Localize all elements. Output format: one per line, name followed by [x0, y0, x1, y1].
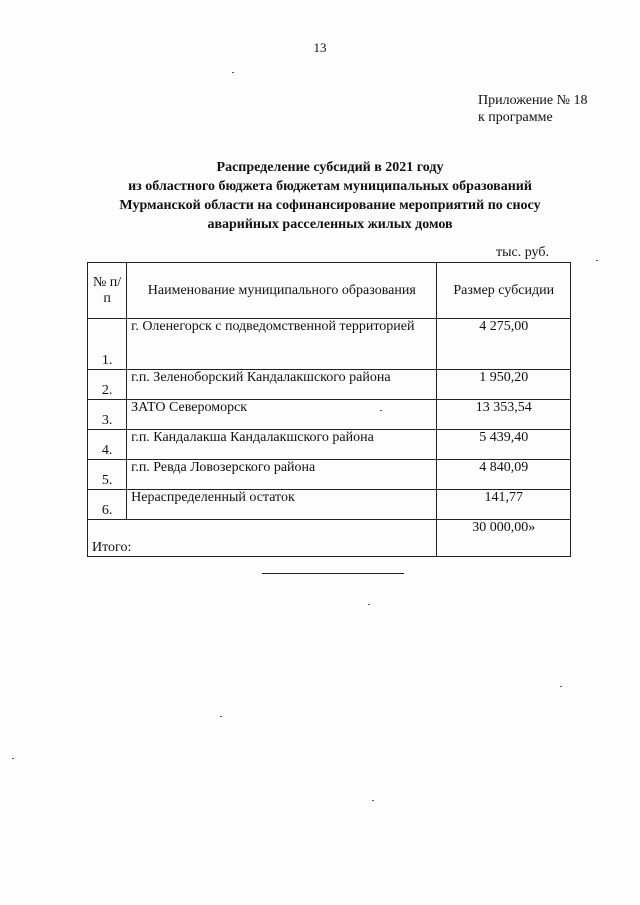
header-amount: Размер субсидии — [437, 263, 571, 319]
scan-speck — [220, 716, 222, 717]
table-row — [88, 490, 571, 520]
header-number: № п/п — [88, 263, 127, 319]
appendix-number: Приложение № 18 — [478, 93, 588, 108]
document-title — [80, 158, 580, 234]
closing-rule — [262, 573, 404, 574]
scan-speck — [372, 800, 374, 801]
scan-speck — [596, 260, 598, 261]
table-row — [88, 319, 571, 370]
table-row — [88, 370, 571, 400]
row-name: г.п. Кандалакша Кандалакшского района — [127, 430, 437, 460]
title-line-3: Мурманской области на софинансирование мероприятий по сносу — [119, 198, 541, 213]
appendix-note — [478, 92, 588, 126]
scan-speck — [12, 758, 14, 759]
subsidies-table — [87, 262, 571, 557]
appendix-reference: к программе — [478, 110, 553, 125]
title-line-1: Распределение субсидий в 2021 году — [216, 160, 444, 175]
row-number: 6. — [88, 490, 127, 520]
table-row — [88, 400, 571, 430]
row-amount: 1 950,20 — [437, 370, 571, 400]
row-name: г.п. Зеленоборский Кандалакшского района — [127, 370, 437, 400]
title-line-4: аварийных расселенных жилых домов — [207, 217, 453, 232]
row-amount: 13 353,54 — [437, 400, 571, 430]
scan-speck — [232, 72, 234, 73]
table-row — [88, 460, 571, 490]
scan-speck — [368, 604, 370, 605]
row-name: Нераспределенный остаток — [127, 490, 437, 520]
unit-label: тыс. руб. — [496, 245, 549, 260]
scan-speck — [380, 410, 382, 411]
row-number: 2. — [88, 370, 127, 400]
row-number: 5. — [88, 460, 127, 490]
scan-speck — [560, 686, 562, 687]
row-name: г.п. Ревда Ловозерского района — [127, 460, 437, 490]
row-amount: 4 275,00 — [437, 319, 571, 370]
row-number: 4. — [88, 430, 127, 460]
total-label: Итого: — [88, 520, 437, 557]
header-name: Наименование муниципального образования — [127, 263, 437, 319]
row-amount: 4 840,09 — [437, 460, 571, 490]
table-total-row — [88, 520, 571, 557]
table-row — [88, 430, 571, 460]
table-header-row — [88, 263, 571, 319]
row-number: 3. — [88, 400, 127, 430]
total-amount: 30 000,00» — [437, 520, 571, 557]
row-amount: 5 439,40 — [437, 430, 571, 460]
row-number: 1. — [88, 319, 127, 370]
row-name: ЗАТО Североморск — [127, 400, 437, 430]
row-amount: 141,77 — [437, 490, 571, 520]
row-name: г. Оленегорск с подведомственной территорией — [127, 319, 437, 370]
title-line-2: из областного бюджета бюджетам муниципальных образований — [128, 179, 532, 194]
page-number: 13 — [313, 40, 327, 55]
